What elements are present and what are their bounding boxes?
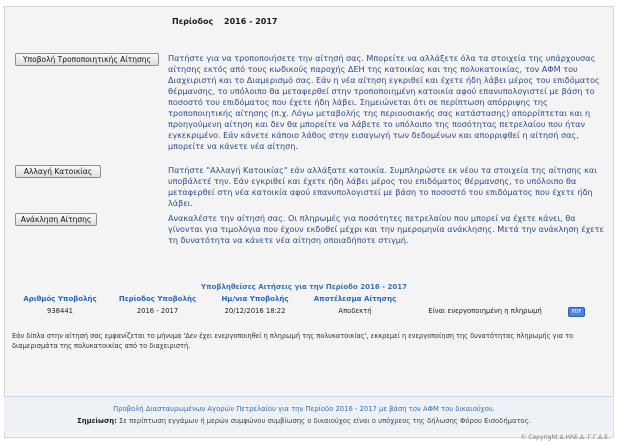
payment-status: Είναι ενεργοποιημένη η πληρωμή xyxy=(428,307,542,315)
submit-amendment-button[interactable]: Υποβολή Τροποποιητικής Αίτησης xyxy=(15,53,159,66)
period-header xyxy=(172,17,285,26)
cell-submission-period: 2016 - 2017 xyxy=(136,307,179,315)
revoke-application-button[interactable]: Ανάκληση Αίτησης xyxy=(15,213,97,226)
footer-box xyxy=(4,396,612,432)
header-submission-period: Περίοδος Υποβολής xyxy=(118,295,197,303)
change-residence-button[interactable]: Αλλαγή Κατοικίας xyxy=(15,165,101,178)
header-submission-date: Ημ/νια Υποβολής xyxy=(221,295,289,303)
payment-note: Εάν δίπλα στην αίτησή σας εμφανίζεται το μήνυμα 'Δεν έχει ενεργοποιηθεί η πληρωμή της πολυκατοικίας', εκκρεμεί η ενεργοποίηση της δυνατότητας πληρωμής για το διαμερισμάτα της πολυκατοικίας από το διαχειριστή. xyxy=(12,332,574,350)
submissions-title: Υποβληθείσες Αιτήσεις για την Περίοδο 2016 - 2017 xyxy=(201,283,407,291)
cell-application-result: Αποδεκτή xyxy=(338,307,372,315)
period-label: Περίοδος xyxy=(172,17,214,26)
remark-label: Σημείωση: xyxy=(77,417,117,425)
submit-amendment-description: Πατήστε για να τροποποιήσετε την αίτησή σας. Μπορείτε να αλλάξετε όλα τα στοιχεία της υπάρχουσας αίτησης εκτός από τους κωδικούς παροχής ΔΕΗ της κατοικίας και της πολυκατοικίας, τον ΑΦΜ του Διαχειριστή και το Διαμερισμό σας. Εάν η νέα αίτηση εγκριθεί και έχετε ήδη λάβει μέρος του επιδόματος θέρμανσης, το υπόλοιπο θα μεταφερθεί στην τροποποιημένη κατοικία αφού επανυπολογιστεί με βάση το ποσοστό του επιδόματος που έχετε ήδη λάβει. Σημειώνεται ότι σε περίπτωση απόρριψης της τροποποιητικής αίτησης (π.χ. Λόγω μεταβολής της περιουσιακής σας κατάστασης) απορρίπτεται και η προηγούμενη αίτηση και δεν θα μπορείτε να λάβετε το υπόλοιπο της ποσότητας πετρελαίου που ήταν εγκεκριμένο. Εάν κάνετε κάποιο λάθος στην εισαγωγή των δεδομένων και απορριφθεί η αίτησή σας, μπορείτε να κάνετε νέα αίτηση. xyxy=(168,53,600,151)
pdf-icon[interactable]: PDF xyxy=(568,307,585,317)
period-value: 2016 - 2017 xyxy=(224,17,278,26)
footer-remark xyxy=(0,417,608,425)
cell-submission-number: 938441 xyxy=(47,307,73,315)
remark-text: Σε περίπτωση εγγάμων ή μερών συμφώνου συμβίωσης ο δικαιούχος είναι ο υπόχρεος της δήλωσης Φόρου Εισοδήματος. xyxy=(119,417,531,425)
crosschecked-purchases-link[interactable]: Προβολή Διασταυρωμένων Αγορών Πετρελαίου για την Περίοδο 2016 - 2017 με βάση τον ΑΦΜ του δικαιούχου. xyxy=(113,405,495,413)
cell-submission-date: 20/12/2016 18:22 xyxy=(224,307,286,315)
header-submission-number: Αριθμός Υποβολής xyxy=(23,295,97,303)
header-application-result: Αποτέλεσμα Αίτησης xyxy=(313,295,397,303)
revoke-application-description: Ανακαλέστε την αίτησή σας. Οι πληρωμές για ποσότητες πετρελαίου που μπορεί να έχετε κάνει, θα γίνονται για τιμολόγια που έχουν εκδοθεί μέχρι και την ημερομηνία ανάκλησης. Μετά την ανάκληση έχετε τη δυνατότητα να κάνετε νέα αίτηση οποιαδήποτε στιγμή. xyxy=(168,213,604,245)
change-residence-description: Πατήστε "Αλλαγή Κατοικίας" εάν αλλάξατε κατοικία. Συμπληρώστε εκ νέου τα στοιχεία της αίτησης και υποβάλετέ την. Εάν εγκριθεί και έχετε ήδη λάβει μέρος του επιδόματος θέρμανσης, το υπόλοιπο θα μεταφερθεί στη νέα κατοικία αφού επανυπολογιστεί με βάση το ποσοστό του επιδόματος που έχετε ήδη λάβει. xyxy=(168,165,597,208)
copyright: © Copyright Δ.ΗΛΕ.Δ. Γ.Γ.Δ.Ε. xyxy=(520,434,610,441)
